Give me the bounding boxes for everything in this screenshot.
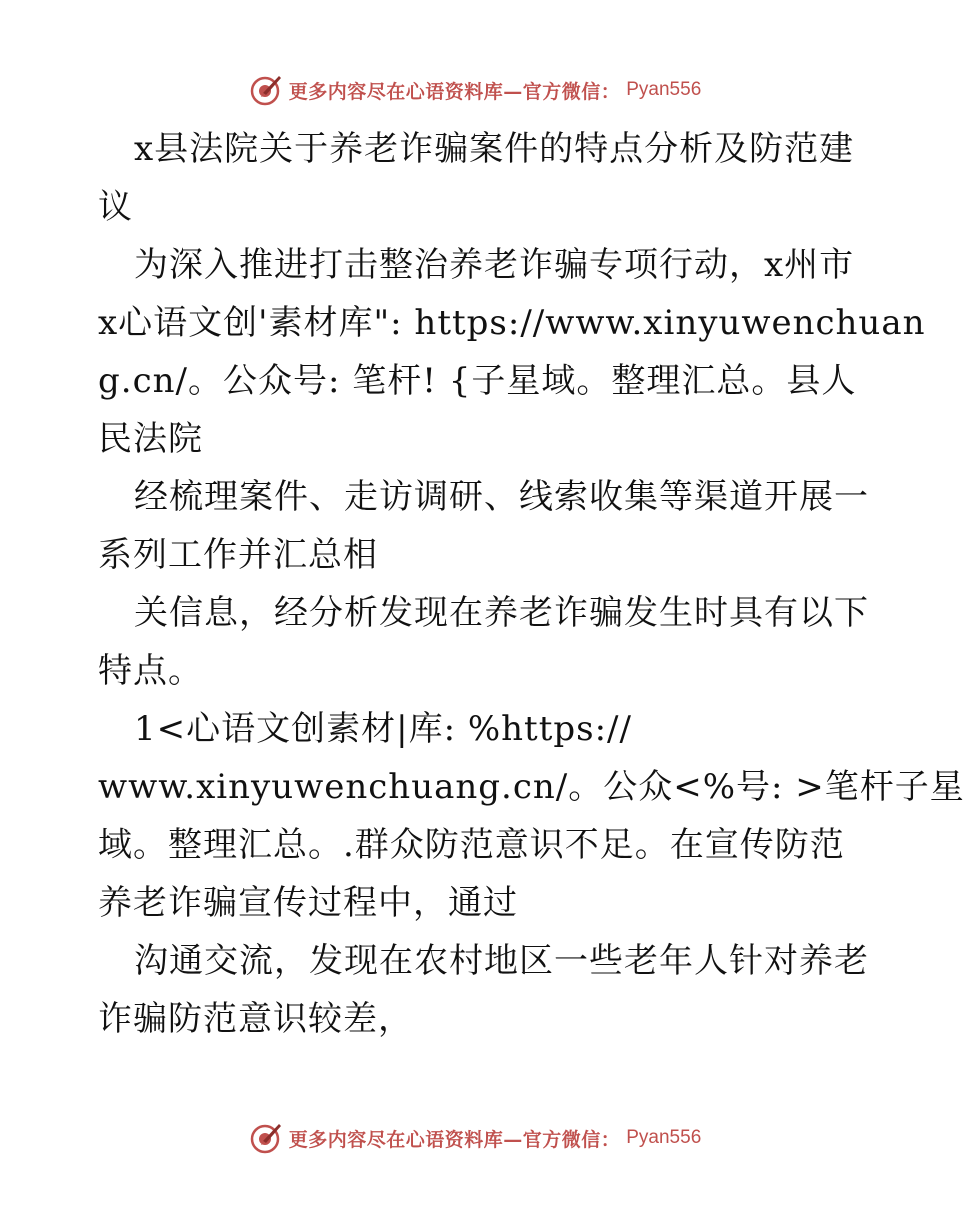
banner-text: 更多内容尽在心语资料库—官方微信： [288,80,621,103]
text-line: 议 [98,187,133,227]
text-line: 民法院 [98,419,203,459]
text-line: 养老诈骗宣传过程中，通过 [98,883,518,923]
text-line: 关信息，经分析发现在养老诈骗发生时具有以下 [134,593,869,633]
text-line: 1<心语文创素材|库: %https:// [134,709,632,749]
brush-logo-icon [249,73,283,107]
text-line: g.cn/。公众号: 笔杆! {子星域。整理汇总。县人 [98,361,857,401]
text-line: 经梳理案件、走访调研、线索收集等渠道开展一 [134,477,869,517]
text-line: x心语文创'素材库": https://www.xinyuwenchuan [98,303,926,343]
banner-text: 更多内容尽在心语资料库—官方微信： [288,1128,621,1151]
text-line: 系列工作并汇总相 [98,535,378,575]
brush-logo-icon [249,1121,283,1155]
text-line: 特点。 [98,651,203,691]
header-banner [0,70,950,110]
text-line: 为深入推进打击整治养老诈骗专项行动，x州市 [134,245,855,285]
text-line: 沟通交流，发现在农村地区一些老年人针对养老 [134,941,869,981]
text-line: x县法院关于养老诈骗案件的特点分析及防范建 [134,129,855,169]
footer-banner [0,1118,950,1158]
text-line: 诈骗防范意识较差， [98,999,413,1039]
text-line: www.xinyuwenchuang.cn/。公众<%号: >笔杆子星 [98,767,965,807]
banner-account: Pyan556 [626,79,702,100]
text-line: 域。整理汇总。.群众防范意识不足。在宣传防范 [98,825,845,865]
document-body [98,120,965,1048]
banner-account: Pyan556 [626,1127,702,1148]
